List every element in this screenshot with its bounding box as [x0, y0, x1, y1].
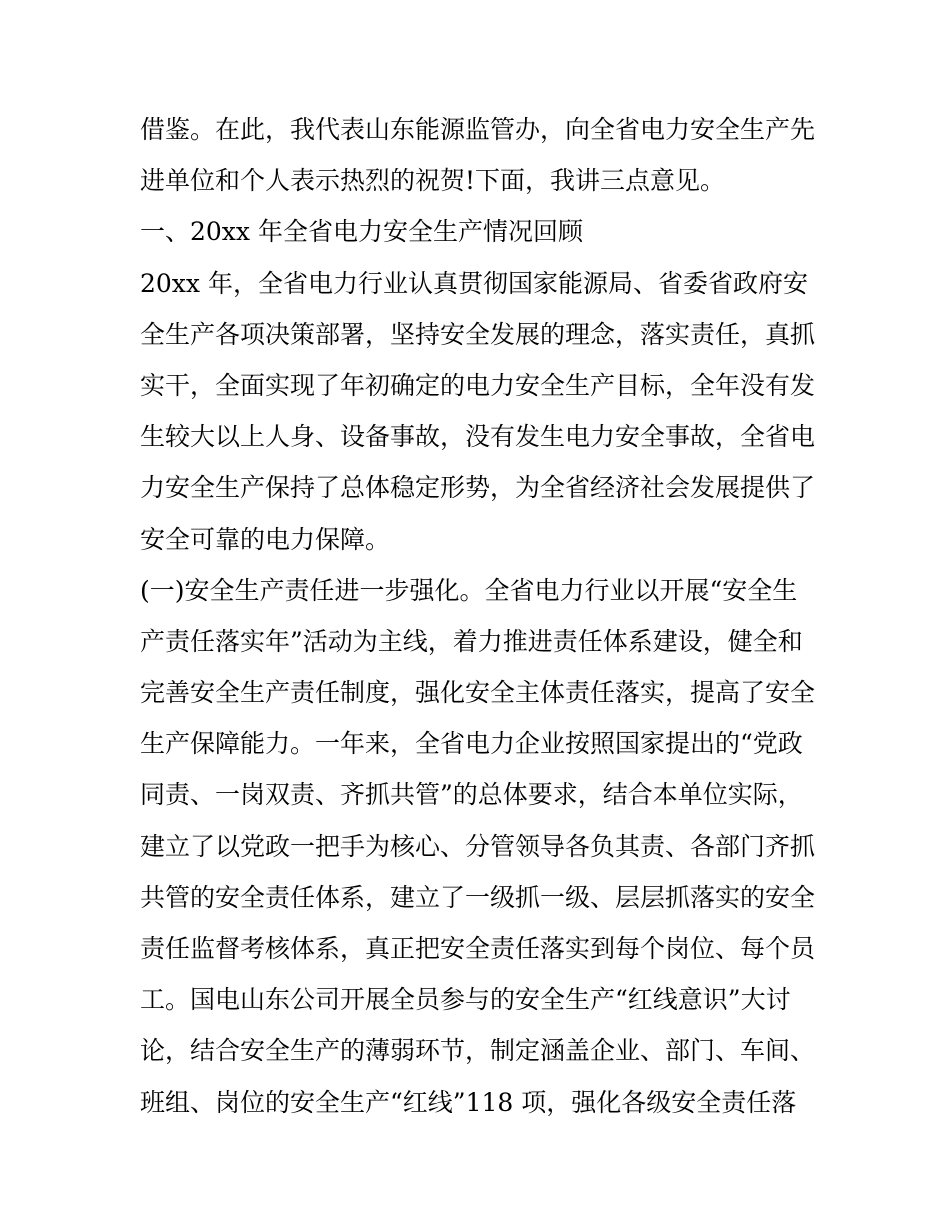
text-line: 共管的安全责任体系，建立了一级抓一级、层层抓落实的安全	[140, 882, 816, 912]
text-line: 生产保障能力。一年来，全省电力企业按照国家提出的“党政	[140, 729, 803, 759]
text-line: 同责、一岗双责、齐抓共管”的总体要求，结合本单位实际，	[140, 780, 803, 810]
text-line: 实干，全面实现了年初确定的电力安全生产目标，全年没有发	[140, 370, 816, 400]
text-line: 责任监督考核体系，真正把安全责任落实到每个岗位、每个员	[140, 934, 816, 963]
text-line: 论，结合安全生产的薄弱环节，制定涵盖企业、部门、车间、	[140, 1036, 816, 1066]
text-line: 产责任落实年”活动为主线，着力推进责任体系建设，健全和	[140, 626, 803, 656]
section-heading: 一、20xx 年全省电力安全生产情况回顾	[140, 217, 583, 247]
text-line: (一)安全生产责任进一步强化。全省电力行业以开展“安全生	[140, 575, 798, 605]
body-text	[140, 104, 820, 1128]
text-line: 安全可靠的电力保障。	[140, 524, 391, 554]
text-line: 全生产各项决策部署，坚持安全发展的理念，落实责任，真抓	[140, 319, 816, 349]
text-line: 工。国电山东公司开展全员参与的安全生产“红线意识”大讨	[140, 985, 791, 1015]
text-line: 班组、岗位的安全生产“红线”118 项，强化各级安全责任落	[140, 1087, 797, 1117]
text-line: 生较大以上人身、设备事故，没有发生电力安全事故，全省电	[140, 422, 816, 452]
text-line: 进单位和个人表示热烈的祝贺!下面，我讲三点意见。	[140, 166, 726, 196]
text-line: 借鉴。在此，我代表山东能源监管办，向全省电力安全生产先	[140, 115, 816, 144]
text-line: 20xx 年，全省电力行业认真贯彻国家能源局、省委省政府安	[140, 268, 808, 298]
text-line: 完善安全生产责任制度，强化安全主体责任落实，提高了安全	[140, 678, 816, 708]
text-line: 建立了以党政一把手为核心、分管领导各负其责、各部门齐抓	[140, 831, 816, 861]
text-line: 力安全生产保持了总体稳定形势，为全省经济社会发展提供了	[140, 473, 816, 503]
